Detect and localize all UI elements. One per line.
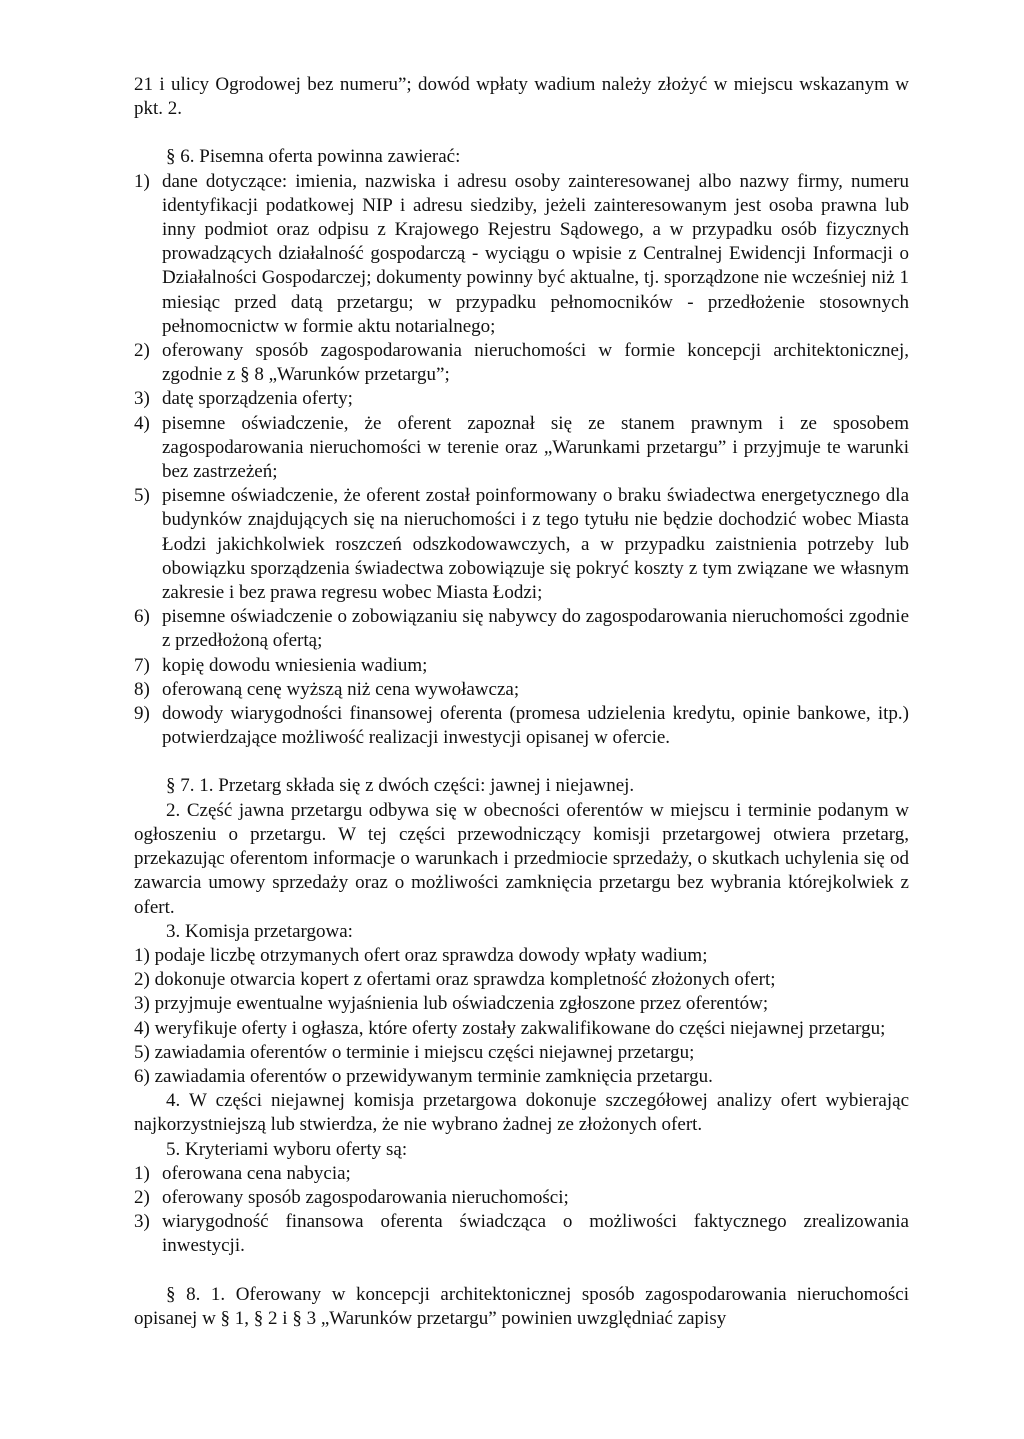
section-7-point-4: 4. W części niejawnej komisja przetargowa dokonuje szczegółowej analizy ofert wybierając najkorzystniejszą lub stwierdza, że nie wybrano żadnej ze złożonych ofert. xyxy=(134,1090,909,1136)
list-item: 3) wiarygodność finansowa oferenta świadcząca o możliwości faktycznego zrealizowania inwestycji. xyxy=(134,1211,909,1257)
list-item: 3) datę sporządzenia oferty; xyxy=(134,388,353,410)
document-body xyxy=(134,73,909,1331)
section-8-paragraph: § 8. 1. Oferowany w koncepcji architektonicznej sposób zagospodarowania nieruchomości opisanej w § 1, § 2 i § 3 „Warunków przetargu” powinien uwzględniać zapisy xyxy=(134,1283,909,1329)
list-item: 8) oferowaną cenę wyższą niż cena wywoławcza; xyxy=(134,678,520,700)
list-item: 7) kopię dowodu wniesienia wadium; xyxy=(134,654,428,676)
section-7-point-1: § 7. 1. Przetarg składa się z dwóch części: jawnej i niejawnej. xyxy=(166,775,635,797)
list-item: 4) pisemne oświadczenie, że oferent zapoznał się ze stanem prawnym i ze sposobem zagospodarowania nieruchomości w terenie oraz „Warunkami przetargu” i przyjmuje te warunki bez zastrzeżeń; xyxy=(134,412,909,483)
section-6-list xyxy=(134,170,909,751)
list-item: 2) oferowany sposób zagospodarowania nieruchomości w formie koncepcji architektonicznej, zgodnie z § 8 „Warunków przetargu”; xyxy=(134,340,909,386)
list-item: 1) podaje liczbę otrzymanych ofert oraz sprawdza dowody wpłaty wadium; xyxy=(134,944,708,966)
section-6-heading: § 6. Pisemna oferta powinna zawierać: xyxy=(166,146,461,168)
section-7-point-5-list xyxy=(134,1162,909,1259)
list-item: 1) dane dotyczące: imienia, nazwiska i adresu osoby zainteresowanej albo nazwy firmy, numeru identyfikacji podatkowej NIP i adresu siedziby, jeżeli zainteresowanym jest osoba prawna lub inny podmiot oraz odpisu z Krajowego Rejestru Sądowego, a w przypadku osób fizycznych prowadzących działalność gospodarczą - wyciągu o wpisie z Centralnej Ewidencji Informacji o Działalności Gospodarczej; dokumenty powinny być aktualne, tj. sporządzone nie wcześniej niż 1 miesiąc przed datą przetargu; w przypadku pełnomocników - przedłożenie stosownych pełnomocnictw w formie aktu notarialnego; xyxy=(134,170,909,337)
list-item: 5) pisemne oświadczenie, że oferent został poinformowany o braku świadectwa energetycznego dla budynków znajdujących się na nieruchomości i z tego tytułu nie będzie dochodzić wobec Miasta Łodzi jakichkolwiek roszczeń odszkodowawczych, a w przypadku zaistnienia potrzeby lub obowiązku sporządzenia świadectwa zobowiązuje się pokryć koszty z tym związane we własnym zakresie i bez prawa regresu wobec Miasta Łodzi; xyxy=(134,485,909,604)
section-7-point-2: 2. Część jawna przetargu odbywa się w obecności oferentów w miejscu i terminie podanym w ogłoszeniu o przetargu. W tej części przewodniczący komisji przetargowej otwiera przetarg, przekazując oferentom informacje o warunkach i przedmiocie sprzedaży, o skutkach uchylenia się od zawarcia umowy sprzedaży oraz o możliwości zamknięcia przetargu bez wybrania którejkolwiek z ofert. xyxy=(134,799,909,918)
list-item: 4) weryfikuje oferty i ogłasza, które oferty zostały zakwalifikowane do części niejawnej przetargu; xyxy=(134,1017,886,1039)
list-item: 6) zawiadamia oferentów o przewidywanym terminie zamknięcia przetargu. xyxy=(134,1065,713,1087)
list-item: 2) oferowany sposób zagospodarowania nieruchomości; xyxy=(134,1186,569,1208)
section-7-point-5: 5. Kryteriami wyboru oferty są: xyxy=(166,1138,408,1160)
list-item: 5) zawiadamia oferentów o terminie i miejscu części niejawnej przetargu; xyxy=(134,1041,695,1063)
list-item: 1) oferowana cena nabycia; xyxy=(134,1162,351,1184)
section-7-point-3-list xyxy=(134,944,909,1089)
list-item: 2) dokonuje otwarcia kopert z ofertami oraz sprawdza kompletność złożonych ofert; xyxy=(134,969,776,991)
section-7-point-3: 3. Komisja przetargowa: xyxy=(166,920,353,942)
intro-paragraph: 21 i ulicy Ogrodowej bez numeru”; dowód wpłaty wadium należy złożyć w miejscu wskazanym w pkt. 2. xyxy=(134,74,909,120)
list-item: 9) dowody wiarygodności finansowej oferenta (promesa udzielenia kredytu, opinie bankowe, itp.) potwierdzające możliwość realizacji inwestycji opisanej w ofercie. xyxy=(134,703,909,749)
list-item: 3) przyjmuje ewentualne wyjaśnienia lub oświadczenia zgłoszone przez oferentów; xyxy=(134,993,769,1015)
list-item: 6) pisemne oświadczenie o zobowiązaniu się nabywcy do zagospodarowania nieruchomości zgodnie z przedłożoną ofertą; xyxy=(134,606,909,652)
